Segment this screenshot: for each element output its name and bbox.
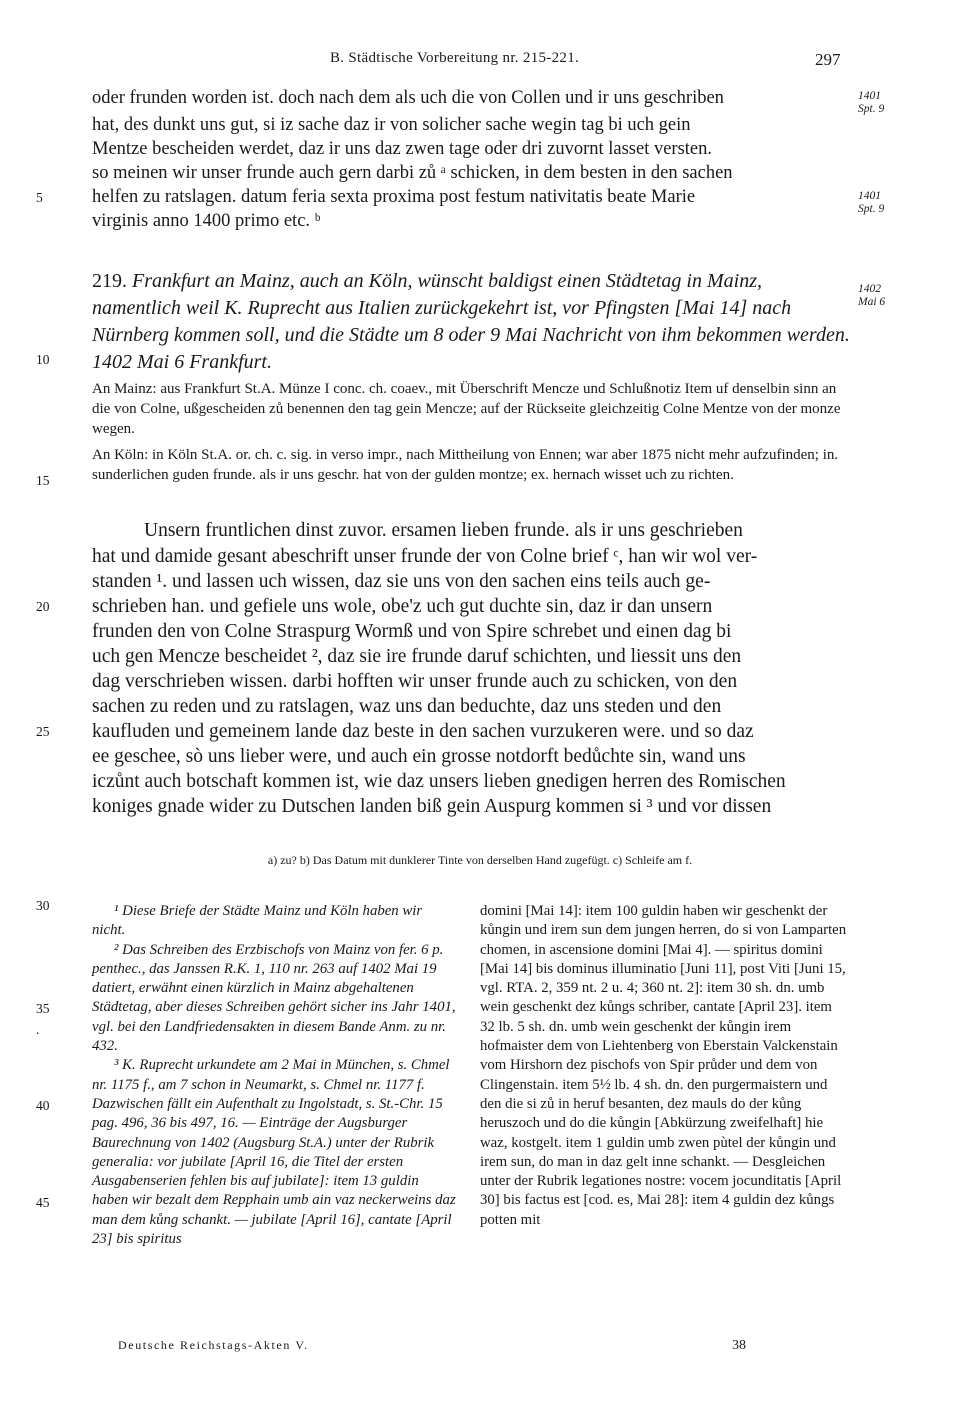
footnotes-right (480, 902, 848, 1230)
text-line: dag verschrieben wissen. darbi hofften wir unser frunde auch zu schicken, von den (92, 671, 738, 692)
margin-date: 1402 Mai 6 (858, 283, 886, 308)
line-number: 10 (36, 352, 50, 367)
text-line: sachen zu reden und zu ratslagen, waz uns dan beduchte, daz uns steden und den (92, 696, 722, 717)
running-head (0, 50, 960, 74)
text-line: koniges gnade wider zu Dutschen landen biß gein Auspurg kommen si ³ und vor dissen (92, 796, 772, 817)
prev-doc-line: helfen zu ratslagen. datum feria sexta proxima post festum nativitatis beate Marie (92, 187, 696, 207)
line-number: 45 (36, 1195, 50, 1210)
prev-doc-line: Mentze bescheiden werdet, daz ir uns daz zwen tage oder dri zuvornt lasset versten. (92, 139, 713, 159)
regest (92, 268, 852, 376)
sheet-number: 38 (732, 1338, 746, 1353)
text-line: kaufluden und gemeinem lande daz beste in den sachen vurzukeren were. und so daz (92, 721, 754, 742)
prev-doc-line: so meinen wir unser frunde auch gern darbi zů ᵃ schicken, in dem besten in den sachen (92, 163, 733, 183)
text-line: standen ¹. und lassen uch wissen, daz sie uns von den sachen eins teils auch ge- (92, 571, 711, 592)
prev-doc-line: oder frunden worden ist. doch nach dem als uch die von Collen und ir uns geschriben (92, 88, 724, 108)
page-number: 297 (815, 50, 841, 69)
footnote: ² Das Schreiben des Erzbischofs von Mainz von fer. 6 p. penthec., das Janssen R.K. 1, 110 nr. 263 auf 1402 Mai 19 datiert, erwähnt einen kürzlich in Mainz abgehaltenen Städtetag, aber dieses Schreiben gehört sicher ins Jahr 1401, vgl. bei den Landfriedensakten in diesem Bande Anm. zu nr. 432. (92, 941, 456, 1055)
prev-doc-line: hat, des dunkt uns gut, si iz sache daz ir von solicher sache wegin tag bi uch gein (92, 115, 691, 135)
line-number: 40 (36, 1098, 50, 1113)
source-note: An Köln: in Köln St.A. or. ch. c. sig. in verso impr., nach Mittheilung von Ennen; war aber 1875 nicht mehr aufzufinden; in. sunderlichen guden frunde. als ir uns geschr. hat von der gulden montze; ex. hernach wisset uch zu richten. (92, 447, 839, 483)
document-number: 219. (92, 270, 127, 292)
margin-date: 1401 Spt. 9 (858, 190, 885, 215)
line-number: 15 (36, 473, 50, 488)
text-line: ee geschee, sò uns lieber were, und auch ein grosse notdorft bedůchte sin, wand uns (92, 746, 746, 767)
running-head-title: B. Städtische Vorbereitung nr. 215-221. (330, 50, 580, 66)
footnote-continuation: domini [Mai 14]: item 100 guldin haben wir geschenkt der kůngin und irem sun dem jungen herren, do si von Lamparten chomen, in ascensione domini [Mai 4]. — spiritus domini [Mai 14] bis dominus illuminatio [Juni 11], post Viti [Juni 15, vgl. RTA. 2, 359 nt. 2 u. 4; 360 nt. 2]: item 30 sh. dn. umb wein geschenkt dez kůngs schriber, cantate [April 23]. item 32 lb. 5 sh. dn. umb wein geschenkt der kůngin irem hofmaister dem von Liehtenberg von Eberstain Valckenstain vom Hirshorn dez pischofs von Spir průder und dem von Clingenstain. item 5½ lb. 4 sh. dn. den purgermaistern und den die si zů in heruf besanten, dez mauls do der kůng heruszoch und do die kůngin [Abkürzung zweifelhaft] hie waz, kostgelt. item 1 guldin umb zwen pùtel der kůngin und irem sun, do man in daz gelt inne schankt. — Desgleichen unter der Rubrik legationes nostre: vocem jocunditatis [April 30] bis factus est [cod. es, Mai 28]: item 4 guldin dez kůngs potten mit (480, 903, 847, 1228)
regest-text: Frankfurt an Mainz, auch an Köln, wünscht baldigst einen Städtetag in Mainz, namentlich weil K. Ruprecht aus Italien zurückgekehrt ist, vor Pfingsten [Mai 14] nach Nürnberg kommen soll, und die Städte um 8 oder 9 Mai Nachricht von ihm bekommen werden. 1402 Mai 6 Frankfurt. (92, 270, 850, 373)
text-line: schrieben han. und gefiele uns wole, obe'z uch gut duchte sin, daz ir dan unsern (92, 596, 713, 617)
sheet-signature: Deutsche Reichstags-Akten V. (118, 1338, 309, 1352)
prev-doc-line: virginis anno 1400 primo etc. ᵇ (92, 211, 321, 231)
text-line: frunden den von Colne Straspurg Wormß und von Spire schrebet und einen dag bi (92, 621, 732, 642)
footnotes-left (92, 902, 458, 1249)
variant-notes: a) zu? b) Das Datum mit dunklerer Tinte von derselben Hand zugefügt. c) Schleife am f. (267, 853, 693, 867)
line-number: 35 (36, 1001, 50, 1016)
footnote: ¹ Diese Briefe der Städte Mainz und Köln haben wir nicht. (92, 903, 423, 939)
line-number: 25 (36, 724, 50, 739)
margin-date: 1401 Spt. 9 (858, 90, 885, 115)
source-note: An Mainz: aus Frankfurt St.A. Münze I conc. ch. coaev., mit Überschrift Mencze und Schlußnotiz Item uf denselbin sinn an die von Colne, ußgescheiden zů benennen den tag gein Mencze; auf der Rückseite gleichzeitig Colne Mentze von der monze wegen. (92, 381, 841, 437)
text-line: iczůnt auch botschaft kommen ist, wie daz unsers lieben gnedigen herren des Romischen (92, 771, 786, 792)
line-number: . (36, 1022, 40, 1037)
text-line: Unsern fruntlichen dinst zuvor. ersamen lieben frunde. als ir uns geschrieben (144, 520, 743, 541)
text-line: hat und damide gesant abeschrift unser frunde der von Colne brief ᶜ, han wir wol ver- (92, 546, 758, 567)
footnote: ³ K. Ruprecht urkundete am 2 Mai in München, s. Chmel nr. 1175 f., am 7 schon in Neumarkt, s. Chmel nr. 1177 f. Dazwischen fällt ein Aufenthalt zu Ingolstadt, s. St.-Chr. 15 pag. 496, 36 bis 497, 16. — Einträge der Augsburger Baurechnung von 1402 (Augsburg St.A.) unter der Rubrik generalia: vor jubilate [April 16, die Titel der ersten Ausgabenserien fehlen bis auf jubilate]: item 13 guldin haben wir bezalt dem Repphain umb ain vaz neckerweins daz man dem kůng schankt. — jubilate [April 16], cantate [April 23] bis spiritus (92, 1057, 456, 1248)
line-number: 20 (36, 599, 50, 614)
line-number: 30 (36, 898, 50, 913)
line-number: 5 (36, 190, 43, 205)
text-line: uch gen Mencze bescheidet ², daz sie ire frunde daruf schichten, und liessit uns den (92, 646, 742, 667)
